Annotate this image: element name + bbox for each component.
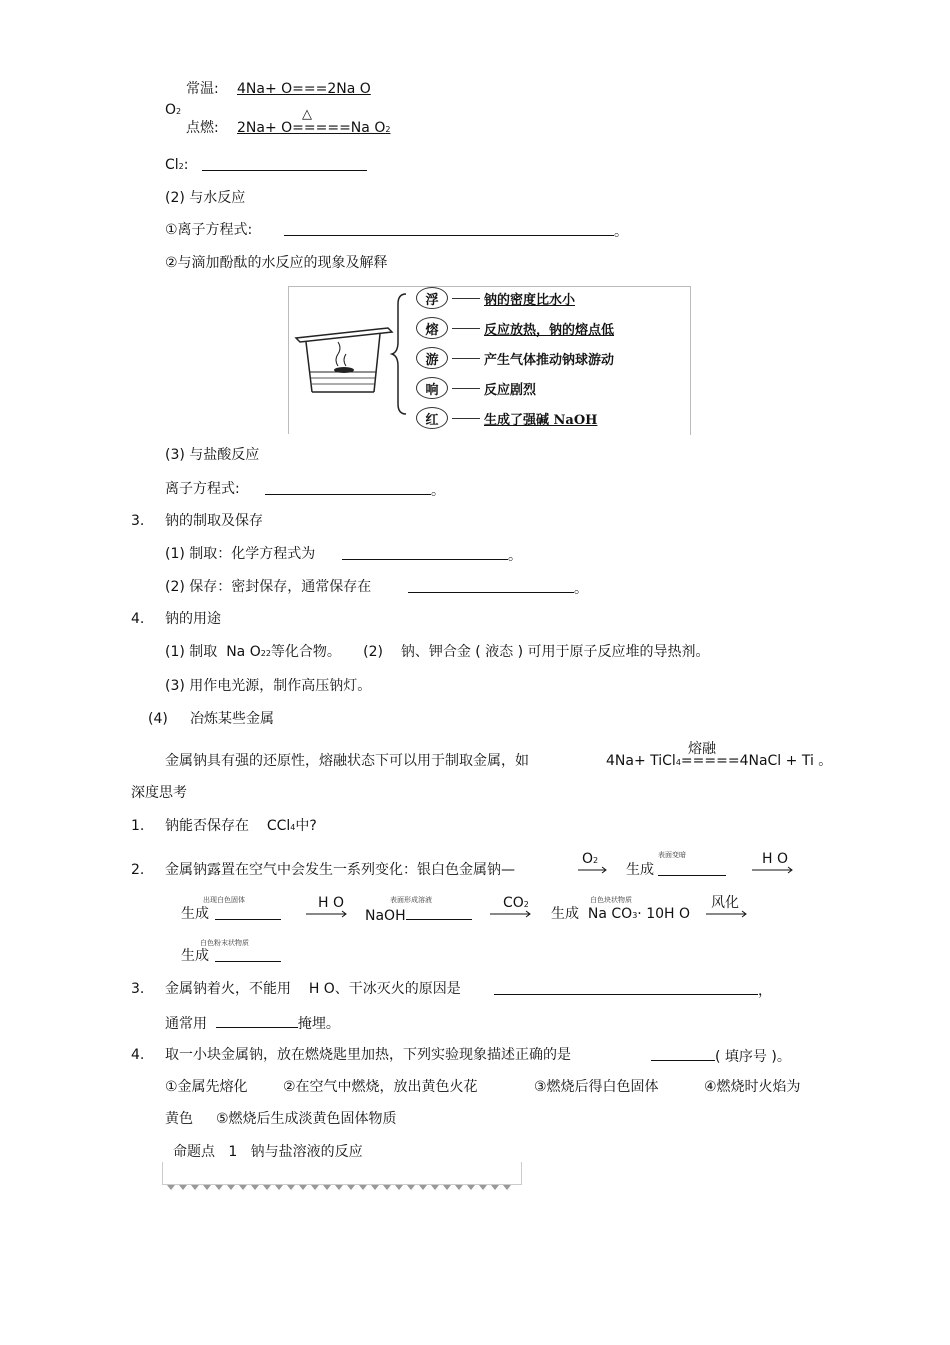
q2-sc2: 生成 (181, 906, 209, 922)
s3-ionic-blank[interactable]: 。 (265, 480, 445, 500)
sec4-p4-text: 冶炼某些金属 (190, 711, 274, 727)
q2-arrow-4 (490, 910, 532, 918)
q4-opt2: ②在空气中燃烧，放出黄色火花 (283, 1079, 478, 1095)
sec4-num: 4. (131, 611, 145, 627)
s2-ionic-blank[interactable]: 。 (284, 221, 628, 241)
q3-num: 3. (131, 981, 145, 997)
sec4-title: 钠的用途 (165, 611, 221, 627)
o2-label: O2 (165, 102, 182, 118)
q2-num: 2. (131, 862, 145, 878)
sec3-num: 3. (131, 513, 145, 529)
sec4-p5-cond: 熔融 (688, 741, 716, 757)
mtd-box-marks (167, 1178, 515, 1194)
fig-row-melt: 熔 反应放热，钠的熔点低 (416, 317, 614, 339)
q2-bskzw: 白色块状物质 (590, 896, 632, 904)
sec4-p5-eq: 4Na+ TiCl4=====4NaCl + Ti 。 (606, 753, 833, 769)
q1-text: 钠能否保存在 CCl4中? (165, 818, 317, 834)
q2-bmrx: 表面形成溶液 (390, 896, 432, 904)
sec3-title: 钠的制取及保存 (165, 513, 263, 529)
q2-h2o-2: H O (318, 895, 344, 911)
q3-text: 金属钠着火，不能用 H O、干冰灭火的原因是 (165, 981, 461, 997)
q2-h2o-1: H O (762, 851, 788, 867)
heat-condition: △ (302, 107, 312, 122)
dianran-equation: 2Na+ O=====Na O2 (237, 120, 391, 136)
q2-blank-4[interactable] (215, 947, 281, 967)
q4-opt4b: 黄色 (165, 1111, 193, 1127)
sec4-p4-num: (4) (148, 711, 168, 727)
q3-blank-1[interactable]: ， (494, 980, 772, 1000)
q2-arrow-2 (752, 866, 794, 874)
fig-row-sound: 响 反应剧烈 (416, 377, 536, 399)
q4-opt1: ①金属先熔化 (165, 1079, 248, 1095)
sodium-water-figure (288, 286, 692, 434)
q2-sc4: 生成 (181, 948, 209, 964)
changwen-equation: 4Na+ O===2Na O (237, 81, 371, 97)
fig-row-float: 浮 钠的密度比水小 (416, 287, 575, 309)
sec4-p5: 金属钠具有强的还原性，熔融状态下可以用于制取金属，如 (165, 753, 529, 769)
think-title: 深度思考 (131, 785, 187, 801)
q2-sc1: 生成 (626, 862, 654, 878)
q2-blank-2[interactable] (215, 905, 281, 925)
s2-title: (2) 与水反应 (165, 190, 246, 206)
cl2-blank[interactable] (202, 156, 367, 176)
q4-opt3: ③燃烧后得白色固体 (534, 1079, 659, 1095)
q2-blank-1[interactable] (658, 861, 726, 881)
mtd-heading: 命题点 1 钠与盐溶液的反应 (173, 1144, 363, 1160)
q2-arrow-3 (306, 910, 348, 918)
sec3-p1: (1) 制取：化学方程式为 (165, 546, 316, 562)
q2-sc3: 生成 Na CO3· 10H O (551, 906, 691, 922)
q2-naoh: NaOH (365, 905, 472, 925)
q4-opt4: ④燃烧时火焰为 (704, 1079, 801, 1095)
q4-text: 取一小块金属钠，放在燃烧匙里加热，下列实验现象描述正确的是 (165, 1047, 571, 1063)
q2-co2: CO2 (503, 895, 529, 911)
dianran-label: 点燃: (186, 120, 219, 136)
q2-arrow-5 (706, 910, 748, 918)
sec3-p2: (2) 保存：密封保存，通常保存在 (165, 579, 372, 595)
cl2-label: Cl2: (165, 157, 189, 173)
q4-blank[interactable]: ( 填序号 )。 (651, 1046, 791, 1066)
s2-ionic-label: ①离子方程式: (165, 222, 253, 238)
q2-o2: O2 (582, 851, 599, 867)
q4-num: 4. (131, 1047, 145, 1063)
sec3-p2-blank[interactable]: 。 (408, 578, 588, 598)
q2-bm: 表面变暗 (658, 851, 686, 859)
q1-num: 1. (131, 818, 145, 834)
q2-arrow-1 (578, 866, 608, 874)
s3-ionic-label: 离子方程式: (165, 481, 240, 497)
q2-cbs: 出现白色固体 (203, 896, 245, 904)
s2-phenomenon: ②与滴加酚酞的水反应的现象及解释 (165, 255, 388, 271)
fig-row-swim: 游 产生气体推动钠球游动 (416, 347, 614, 369)
q3-l2: 通常用 掩埋。 (165, 1013, 340, 1033)
q2-text: 金属钠露置在空气中会发生一系列变化：银白色金属钠— (165, 862, 515, 878)
q2-fh: 风化 (711, 895, 739, 911)
s3-title: (3) 与盐酸反应 (165, 447, 260, 463)
fig-row-red: 红 生成了强碱 NaOH (416, 407, 597, 429)
changwen-label: 常温: (186, 81, 219, 97)
mtd-box (162, 1162, 522, 1185)
sec4-p3: (3) 用作电光源，制作高压钠灯。 (165, 678, 372, 694)
sec3-p1-blank[interactable]: 。 (342, 545, 522, 565)
q2-bsfm: 白色粉末状物质 (200, 939, 249, 947)
q4-opt5: ⑤燃烧后生成淡黄色固体物质 (216, 1111, 397, 1127)
beaker-illustration (288, 286, 418, 434)
sec4-p1: (1) 制取 Na O22等化合物。 (2) 钠、钾合金 ( 液态 ) 可用于原子反应堆的导热剂。 (165, 644, 710, 660)
